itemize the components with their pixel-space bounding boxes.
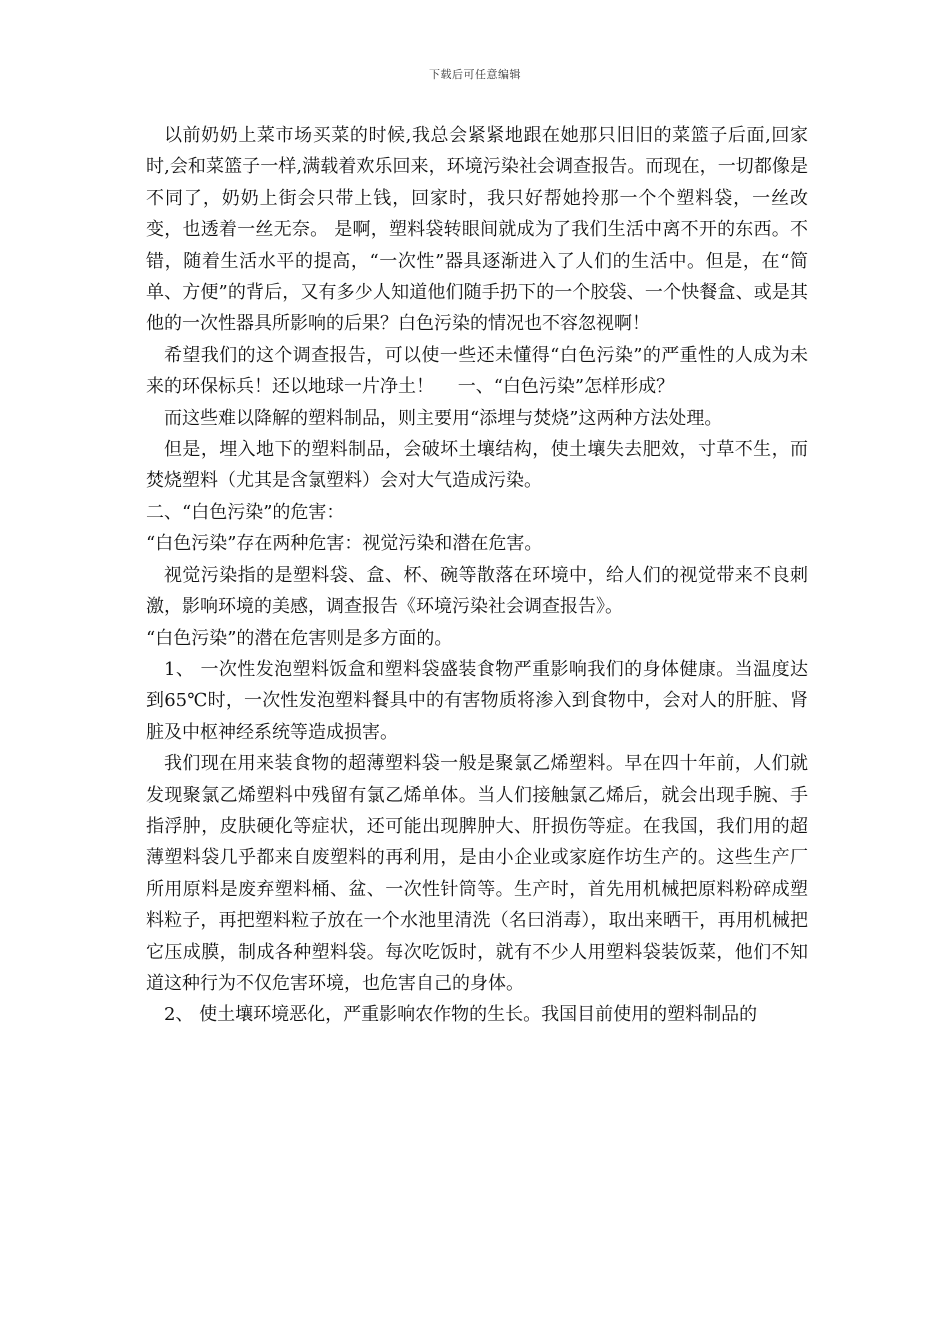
paragraph-visual-pollution: 视觉污染指的是塑料袋、盒、杯、碗等散落在环境中，给人们的视觉带来不良刺激，影响环境的美感，调查报告《环境污染社会调查报告》。 (146, 564, 808, 618)
paragraph-point-1: 1、 一次性发泡塑料饭盒和塑料袋盛装食物严重影响我们的身体健康。当温度达到65℃时，一次性发泡塑料餐具中的有害物质将渗入到食物中，会对人的肝脏、肾脏及中枢神经系统等造成损害。 (146, 658, 808, 743)
page-header: 下载后可任意编辑 (429, 68, 521, 81)
paragraph-point-2: 2、 使土壤环境恶化，严重影响农作物的生长。我国目前使用的塑料制品的 (164, 1004, 758, 1026)
paragraph-disposal: 而这些难以降解的塑料制品，则主要用“添埋与焚烧”这两种方法处理。 (164, 407, 723, 429)
paragraph-two-harms: “白色污染”存在两种危害：视觉污染和潜在危害。 (146, 533, 543, 555)
paragraph-potential-harm: “白色污染”的潜在危害则是多方面的。 (146, 627, 453, 649)
paragraph-pvc-bags: 我们现在用来装食物的超薄塑料袋一般是聚氯乙烯塑料。早在四十年前，人们就发现聚氯乙烯塑料中残留有氯乙烯单体。当人们接触氯乙烯后，就会出现手腕、手指浮肿，皮肤硬化等症状，还可能出现脾肿大、肝损伤等症。在我国，我们用的超薄塑料袋几乎都来自废塑料的再利用，是由小企业或家庭作坊生产的。这些生产厂所用原料是废弃塑料桶、盆、一次性针筒等。生产时，首先用机械把原料粉碎成塑料粒子，再把塑料粒子放在一个水池里清洗（名曰消毒），取出来晒干，再用机械把它压成膜，制成各种塑料袋。每次吃饭时，就有不少人用塑料袋装饭菜，他们不知道这种行为不仅危害环境，也危害自己的身体。 (146, 753, 808, 994)
section-heading-harm: 二、“白色污染”的危害： (146, 501, 345, 523)
paragraph-burial: 但是，埋入地下的塑料制品，会破坏土壤结构，使土壤失去肥效，寸草不生，而焚烧塑料（尤其是含氯塑料）会对大气造成污染。 (146, 439, 808, 492)
paragraph-intro: 以前奶奶上菜市场买菜的时候,我总会紧紧地跟在她那只旧旧的菜篮子后面,回家时,会和菜篮子一样,满载着欢乐回来，环境污染社会调查报告。而现在，一切都像是不同了，奶奶上街会只带上钱，回家时，我只好帮她拎那一个个塑料袋，一丝改变，也透着一丝无奈。 是啊，塑料袋转眼间就成为了我们生活中离不开的东西。不错，随着生活水平的提高，“一次性”器具逐渐进入了人们的生活中。但是，在“简单、方便”的背后，又有多少人知道他们随手扔下的一个胶袋、一个快餐盒、或是其他的一次性器具所影响的后果？白色污染的情况也不容忽视啊！ (146, 125, 808, 335)
paragraph-hope: 希望我们的这个调查报告，可以使一些还未懂得“白色污染”的严重性的人成为未来的环保标兵！还以地球一片净土！ 一、“白色污染”怎样形成？ (146, 344, 808, 398)
document-body (146, 120, 808, 1031)
